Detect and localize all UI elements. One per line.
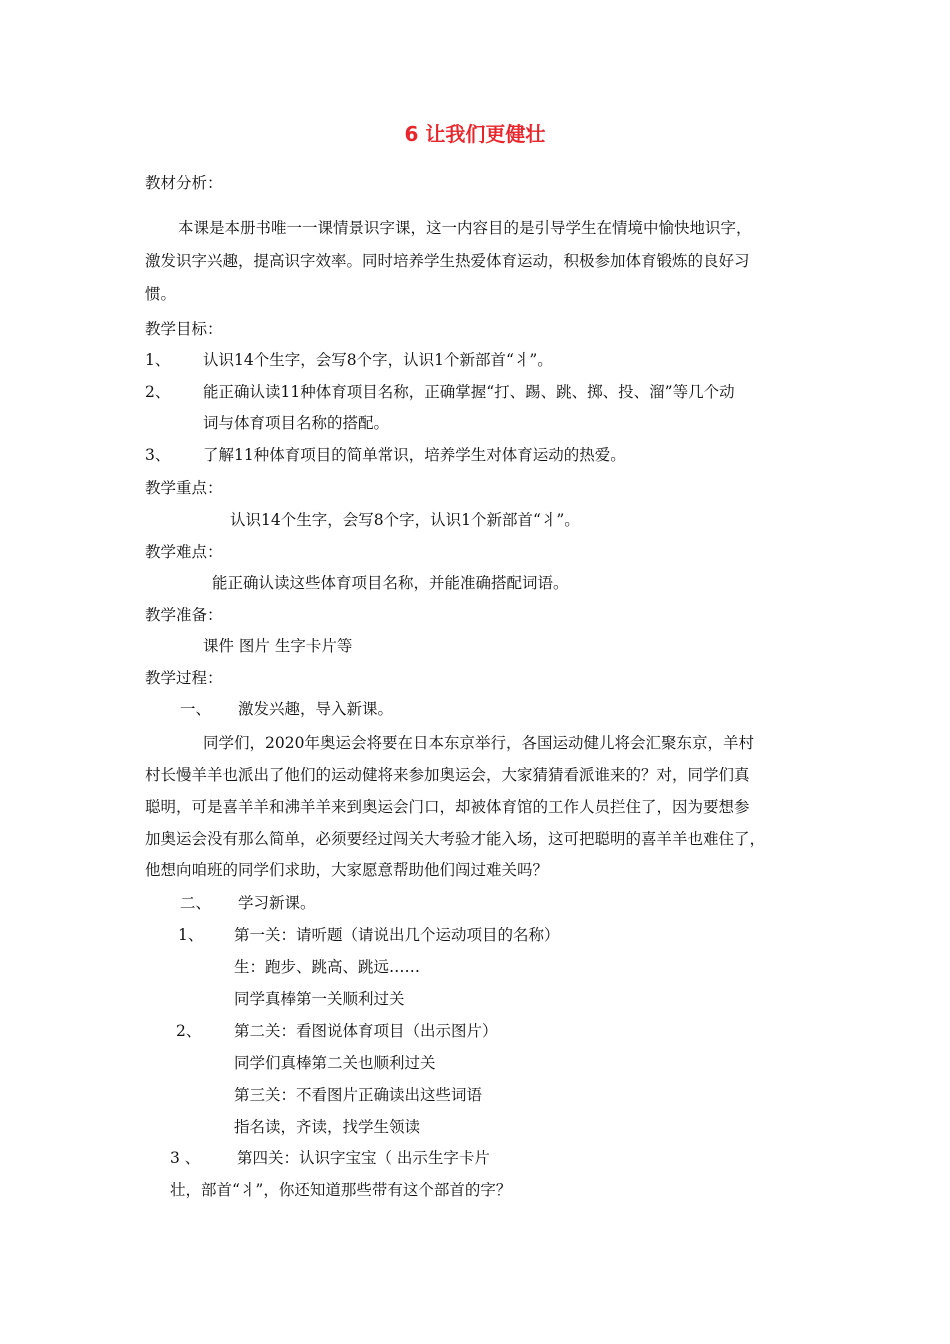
sub-1-result: 同学真棒第一关顺利过关 <box>234 990 405 1008</box>
sub-2-result: 同学们真棒第二关也顺利过关 <box>234 1054 436 1072</box>
story-line-3: 聪明，可是喜羊羊和沸羊羊来到奥运会门口，却被体育馆的工作人员拦住了，因为要想参 <box>145 798 750 816</box>
story-line-1: 同学们，2020年奥运会将要在日本东京举行，各国运动健儿将会汇聚东京，羊村 <box>203 734 754 752</box>
sub-1-number: 1、 <box>178 926 204 944</box>
sub-2-number: 2、 <box>176 1022 202 1040</box>
goal-1-text: 认识14个生字，会写8个字，认识1个新部首“丬”。 <box>203 351 553 369</box>
step-1-text: 激发兴趣，导入新课。 <box>238 700 394 718</box>
goal-3-text: 了解11种体育项目的简单常识，培养学生对体育运动的热爱。 <box>203 446 626 464</box>
goal-2-text: 能正确认读11种体育项目名称，正确掌握“打、踢、跳、掷、投、溜”等几个动 <box>203 383 735 401</box>
goal-1-number: 1、 <box>145 351 171 369</box>
goal-3-number: 3、 <box>145 446 171 464</box>
key-points-heading: 教学重点： <box>145 479 223 497</box>
sub-1-text: 第一关：请听题（请说出几个运动项目的名称） <box>234 926 560 944</box>
analysis-heading: 教材分析： <box>145 174 223 192</box>
goal-2-text-continued: 词与体育项目名称的搭配。 <box>203 414 390 432</box>
step-2-number: 二、 <box>180 894 212 912</box>
goals-heading: 教学目标： <box>145 320 223 338</box>
process-heading: 教学过程： <box>145 669 223 687</box>
story-line-5: 他想向咱班的同学们求助，大家愿意帮助他们闯过难关吗？ <box>145 861 549 879</box>
analysis-paragraph-line-3: 惯。 <box>145 285 177 303</box>
goal-2-number: 2、 <box>145 383 171 401</box>
page-title: 6 让我们更健壮 <box>404 122 546 146</box>
step-2-text: 学习新课。 <box>238 894 316 912</box>
difficulty-text: 能正确认读这些体育项目名称，并能准确搭配词语。 <box>212 574 569 592</box>
story-line-4: 加奥运会没有那么简单，必须要经过闯关大考验才能入场，这可把聪明的喜羊羊也难住了， <box>145 830 766 848</box>
story-line-2: 村长慢羊羊也派出了他们的运动健将来参加奥运会，大家猜猜看派谁来的？对，同学们真 <box>145 766 750 784</box>
analysis-paragraph-line-1: 本课是本册书唯一一课情景识字课，这一内容目的是引导学生在情境中愉快地识字， <box>178 219 752 237</box>
preparation-text: 课件 图片 生字卡片等 <box>203 637 353 655</box>
sub-2-text: 第二关：看图说体育项目（出示图片） <box>234 1022 498 1040</box>
sub-1-answer: 生：跑步、跳高、跳远…… <box>234 958 421 976</box>
difficulty-heading: 教学难点： <box>145 543 223 561</box>
step-1-number: 一、 <box>180 700 212 718</box>
key-points-text: 认识14个生字，会写8个字，认识1个新部首“丬”。 <box>230 511 580 529</box>
sub-4-text: 第四关：认识字宝宝（ 出示生字卡片 <box>237 1149 490 1167</box>
analysis-paragraph-line-2: 激发识字兴趣，提高识字效率。同时培养学生热爱体育运动，积极参加体育锻炼的良好习 <box>145 252 750 270</box>
preparation-heading: 教学准备： <box>145 606 223 624</box>
radical-question: 壮，部首“丬”，你还知道那些带有这个部首的字？ <box>170 1181 512 1199</box>
sub-4-number: 3 、 <box>170 1149 201 1167</box>
sub-3-level-text: 第三关：不看图片正确读出这些词语 <box>234 1086 483 1104</box>
sub-3-reading-text: 指名读，齐读，找学生领读 <box>234 1118 421 1136</box>
